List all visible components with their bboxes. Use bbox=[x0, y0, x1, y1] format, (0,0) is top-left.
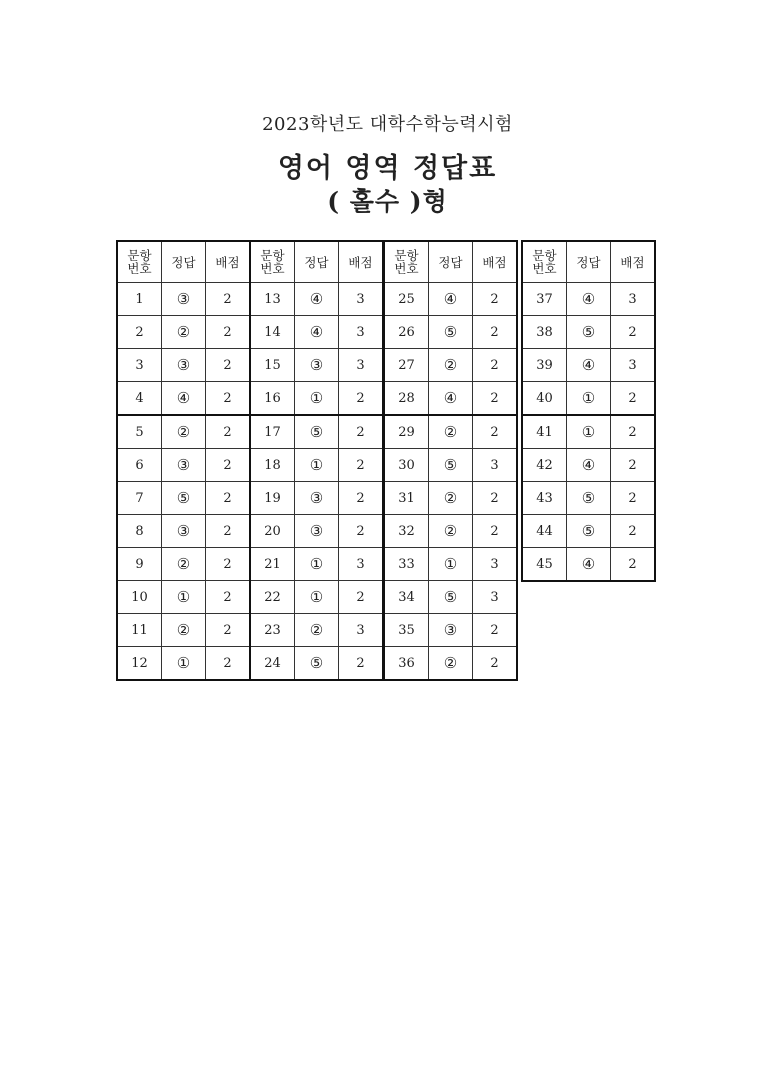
question-number: 34 bbox=[384, 581, 429, 614]
question-number: 25 bbox=[384, 283, 429, 316]
question-number: 39 bbox=[522, 349, 567, 382]
correct-answer: ② bbox=[162, 316, 206, 349]
point-value: 2 bbox=[206, 614, 251, 647]
table-row bbox=[384, 449, 517, 482]
correct-answer: ① bbox=[295, 382, 339, 416]
correct-answer: ④ bbox=[567, 548, 611, 582]
table-row bbox=[384, 382, 517, 416]
correct-answer: ② bbox=[429, 515, 473, 548]
table-row bbox=[117, 581, 250, 614]
correct-answer: ② bbox=[429, 482, 473, 515]
answer-table-block-1 bbox=[116, 240, 251, 681]
table-row bbox=[250, 349, 383, 382]
table-header-row bbox=[384, 241, 517, 283]
question-number: 41 bbox=[522, 415, 567, 449]
table-row bbox=[250, 482, 383, 515]
column-header-number-line1: 문항 bbox=[532, 248, 557, 263]
question-number: 13 bbox=[250, 283, 295, 316]
table-row bbox=[117, 283, 250, 316]
table-row bbox=[250, 647, 383, 681]
correct-answer: ⑤ bbox=[429, 449, 473, 482]
correct-answer: ① bbox=[429, 548, 473, 581]
point-value: 2 bbox=[473, 614, 518, 647]
correct-answer: ⑤ bbox=[567, 482, 611, 515]
table-row bbox=[384, 415, 517, 449]
question-number: 24 bbox=[250, 647, 295, 681]
point-value: 3 bbox=[473, 581, 518, 614]
point-value: 3 bbox=[339, 349, 384, 382]
table-row bbox=[117, 316, 250, 349]
point-value: 2 bbox=[339, 515, 384, 548]
point-value: 3 bbox=[339, 548, 384, 581]
point-value: 2 bbox=[206, 349, 251, 382]
question-number: 45 bbox=[522, 548, 567, 582]
question-number: 29 bbox=[384, 415, 429, 449]
correct-answer: ③ bbox=[162, 515, 206, 548]
question-number: 44 bbox=[522, 515, 567, 548]
point-value: 3 bbox=[473, 449, 518, 482]
table-row bbox=[250, 316, 383, 349]
question-number: 26 bbox=[384, 316, 429, 349]
column-header-number-line2: 번호 bbox=[532, 261, 557, 276]
correct-answer: ② bbox=[162, 548, 206, 581]
correct-answer: ① bbox=[295, 548, 339, 581]
question-number: 21 bbox=[250, 548, 295, 581]
question-number: 9 bbox=[117, 548, 162, 581]
point-value: 2 bbox=[611, 515, 656, 548]
question-number: 38 bbox=[522, 316, 567, 349]
table-row bbox=[522, 316, 655, 349]
correct-answer: ③ bbox=[429, 614, 473, 647]
point-value: 2 bbox=[206, 482, 251, 515]
column-header-number-line2: 번호 bbox=[260, 261, 285, 276]
point-value: 2 bbox=[339, 647, 384, 681]
column-header-answer: 정답 bbox=[295, 241, 339, 283]
point-value: 2 bbox=[339, 581, 384, 614]
form-type-label: ( 홀수 )형 bbox=[327, 187, 448, 216]
question-number: 28 bbox=[384, 382, 429, 416]
table-row bbox=[250, 283, 383, 316]
question-number: 32 bbox=[384, 515, 429, 548]
correct-answer: ④ bbox=[429, 283, 473, 316]
table-row bbox=[522, 382, 655, 416]
question-number: 16 bbox=[250, 382, 295, 416]
question-number: 42 bbox=[522, 449, 567, 482]
question-number: 3 bbox=[117, 349, 162, 382]
question-number: 33 bbox=[384, 548, 429, 581]
table-row bbox=[522, 482, 655, 515]
column-header-answer: 정답 bbox=[567, 241, 611, 283]
table-row bbox=[384, 283, 517, 316]
column-header-points: 배점 bbox=[611, 241, 656, 283]
table-header-row bbox=[117, 241, 250, 283]
table-row bbox=[384, 482, 517, 515]
question-number: 18 bbox=[250, 449, 295, 482]
table-row bbox=[117, 382, 250, 416]
table-row bbox=[250, 581, 383, 614]
table-row bbox=[117, 449, 250, 482]
column-header-number bbox=[384, 241, 429, 283]
column-header-points: 배점 bbox=[473, 241, 518, 283]
table-row bbox=[384, 548, 517, 581]
answer-table-block-3 bbox=[383, 240, 518, 681]
table-row bbox=[117, 548, 250, 581]
column-header-number-line2: 번호 bbox=[127, 261, 152, 276]
question-number: 37 bbox=[522, 283, 567, 316]
question-number: 19 bbox=[250, 482, 295, 515]
table-row bbox=[522, 415, 655, 449]
correct-answer: ⑤ bbox=[429, 316, 473, 349]
correct-answer: ④ bbox=[429, 382, 473, 416]
point-value: 2 bbox=[473, 515, 518, 548]
table-row bbox=[250, 614, 383, 647]
correct-answer: ③ bbox=[162, 349, 206, 382]
point-value: 2 bbox=[339, 482, 384, 515]
correct-answer: ⑤ bbox=[295, 415, 339, 449]
point-value: 2 bbox=[206, 647, 251, 681]
table-row bbox=[522, 548, 655, 582]
point-value: 2 bbox=[339, 382, 384, 416]
point-value: 2 bbox=[206, 548, 251, 581]
correct-answer: ④ bbox=[295, 316, 339, 349]
correct-answer: ④ bbox=[567, 283, 611, 316]
point-value: 2 bbox=[339, 415, 384, 449]
question-number: 40 bbox=[522, 382, 567, 416]
column-header-number bbox=[250, 241, 295, 283]
question-number: 23 bbox=[250, 614, 295, 647]
point-value: 2 bbox=[611, 548, 656, 582]
question-number: 27 bbox=[384, 349, 429, 382]
correct-answer: ① bbox=[295, 449, 339, 482]
point-value: 2 bbox=[473, 647, 518, 681]
question-number: 30 bbox=[384, 449, 429, 482]
table-row bbox=[384, 614, 517, 647]
question-number: 36 bbox=[384, 647, 429, 681]
table-row bbox=[384, 349, 517, 382]
table-row bbox=[250, 515, 383, 548]
correct-answer: ③ bbox=[162, 283, 206, 316]
point-value: 2 bbox=[611, 415, 656, 449]
point-value: 2 bbox=[206, 449, 251, 482]
question-number: 5 bbox=[117, 415, 162, 449]
question-number: 35 bbox=[384, 614, 429, 647]
table-row bbox=[384, 647, 517, 681]
correct-answer: ② bbox=[429, 349, 473, 382]
table-row bbox=[117, 614, 250, 647]
question-number: 43 bbox=[522, 482, 567, 515]
correct-answer: ③ bbox=[295, 482, 339, 515]
column-header-number-line1: 문항 bbox=[394, 248, 419, 263]
correct-answer: ⑤ bbox=[567, 316, 611, 349]
column-header-answer: 정답 bbox=[162, 241, 206, 283]
table-row bbox=[384, 581, 517, 614]
point-value: 3 bbox=[611, 349, 656, 382]
correct-answer: ④ bbox=[162, 382, 206, 416]
question-number: 8 bbox=[117, 515, 162, 548]
question-number: 12 bbox=[117, 647, 162, 681]
point-value: 2 bbox=[611, 382, 656, 416]
table-row bbox=[250, 449, 383, 482]
point-value: 3 bbox=[339, 614, 384, 647]
column-header-points: 배점 bbox=[206, 241, 251, 283]
point-value: 2 bbox=[473, 482, 518, 515]
correct-answer: ④ bbox=[567, 449, 611, 482]
correct-answer: ⑤ bbox=[162, 482, 206, 515]
table-row bbox=[250, 382, 383, 416]
point-value: 2 bbox=[206, 415, 251, 449]
point-value: 2 bbox=[206, 283, 251, 316]
table-row bbox=[384, 316, 517, 349]
table-row bbox=[117, 515, 250, 548]
column-header-number-line1: 문항 bbox=[260, 248, 285, 263]
point-value: 2 bbox=[339, 449, 384, 482]
column-header-number-line2: 번호 bbox=[394, 261, 419, 276]
correct-answer: ⑤ bbox=[295, 647, 339, 681]
question-number: 2 bbox=[117, 316, 162, 349]
table-row bbox=[522, 283, 655, 316]
table-row bbox=[522, 515, 655, 548]
point-value: 2 bbox=[206, 316, 251, 349]
table-row bbox=[250, 548, 383, 581]
table-row bbox=[117, 482, 250, 515]
point-value: 2 bbox=[473, 349, 518, 382]
table-header-row bbox=[522, 241, 655, 283]
point-value: 2 bbox=[611, 316, 656, 349]
point-value: 2 bbox=[206, 581, 251, 614]
exam-title: 2023학년도 대학수학능력시험 bbox=[262, 114, 513, 135]
correct-answer: ② bbox=[429, 415, 473, 449]
table-row bbox=[250, 415, 383, 449]
point-value: 2 bbox=[473, 316, 518, 349]
question-number: 1 bbox=[117, 283, 162, 316]
answer-table-block-4 bbox=[521, 240, 656, 582]
correct-answer: ① bbox=[162, 581, 206, 614]
column-header-number-line1: 문항 bbox=[127, 248, 152, 263]
correct-answer: ⑤ bbox=[567, 515, 611, 548]
question-number: 7 bbox=[117, 482, 162, 515]
point-value: 3 bbox=[339, 316, 384, 349]
point-value: 2 bbox=[611, 449, 656, 482]
correct-answer: ① bbox=[295, 581, 339, 614]
correct-answer: ② bbox=[295, 614, 339, 647]
point-value: 2 bbox=[473, 283, 518, 316]
question-number: 17 bbox=[250, 415, 295, 449]
column-header-number bbox=[117, 241, 162, 283]
point-value: 2 bbox=[611, 482, 656, 515]
question-number: 15 bbox=[250, 349, 295, 382]
correct-answer: ③ bbox=[162, 449, 206, 482]
question-number: 31 bbox=[384, 482, 429, 515]
point-value: 3 bbox=[339, 283, 384, 316]
point-value: 3 bbox=[611, 283, 656, 316]
page-title: 영어 영역 정답표 bbox=[277, 153, 498, 184]
table-row bbox=[384, 515, 517, 548]
point-value: 2 bbox=[473, 415, 518, 449]
answer-table-block-2 bbox=[249, 240, 384, 681]
question-number: 14 bbox=[250, 316, 295, 349]
question-number: 22 bbox=[250, 581, 295, 614]
point-value: 2 bbox=[206, 515, 251, 548]
correct-answer: ② bbox=[162, 415, 206, 449]
correct-answer: ① bbox=[162, 647, 206, 681]
correct-answer: ④ bbox=[567, 349, 611, 382]
table-row bbox=[522, 449, 655, 482]
table-row bbox=[117, 647, 250, 681]
correct-answer: ④ bbox=[295, 283, 339, 316]
correct-answer: ③ bbox=[295, 515, 339, 548]
correct-answer: ① bbox=[567, 415, 611, 449]
point-value: 2 bbox=[473, 382, 518, 416]
point-value: 2 bbox=[206, 382, 251, 416]
point-value: 3 bbox=[473, 548, 518, 581]
table-header-row bbox=[250, 241, 383, 283]
column-header-number bbox=[522, 241, 567, 283]
correct-answer: ② bbox=[429, 647, 473, 681]
question-number: 10 bbox=[117, 581, 162, 614]
correct-answer: ③ bbox=[295, 349, 339, 382]
question-number: 11 bbox=[117, 614, 162, 647]
column-header-points: 배점 bbox=[339, 241, 384, 283]
table-row bbox=[117, 415, 250, 449]
table-row bbox=[522, 349, 655, 382]
table-row bbox=[117, 349, 250, 382]
question-number: 4 bbox=[117, 382, 162, 416]
question-number: 6 bbox=[117, 449, 162, 482]
correct-answer: ② bbox=[162, 614, 206, 647]
correct-answer: ⑤ bbox=[429, 581, 473, 614]
question-number: 20 bbox=[250, 515, 295, 548]
correct-answer: ① bbox=[567, 382, 611, 416]
column-header-answer: 정답 bbox=[429, 241, 473, 283]
